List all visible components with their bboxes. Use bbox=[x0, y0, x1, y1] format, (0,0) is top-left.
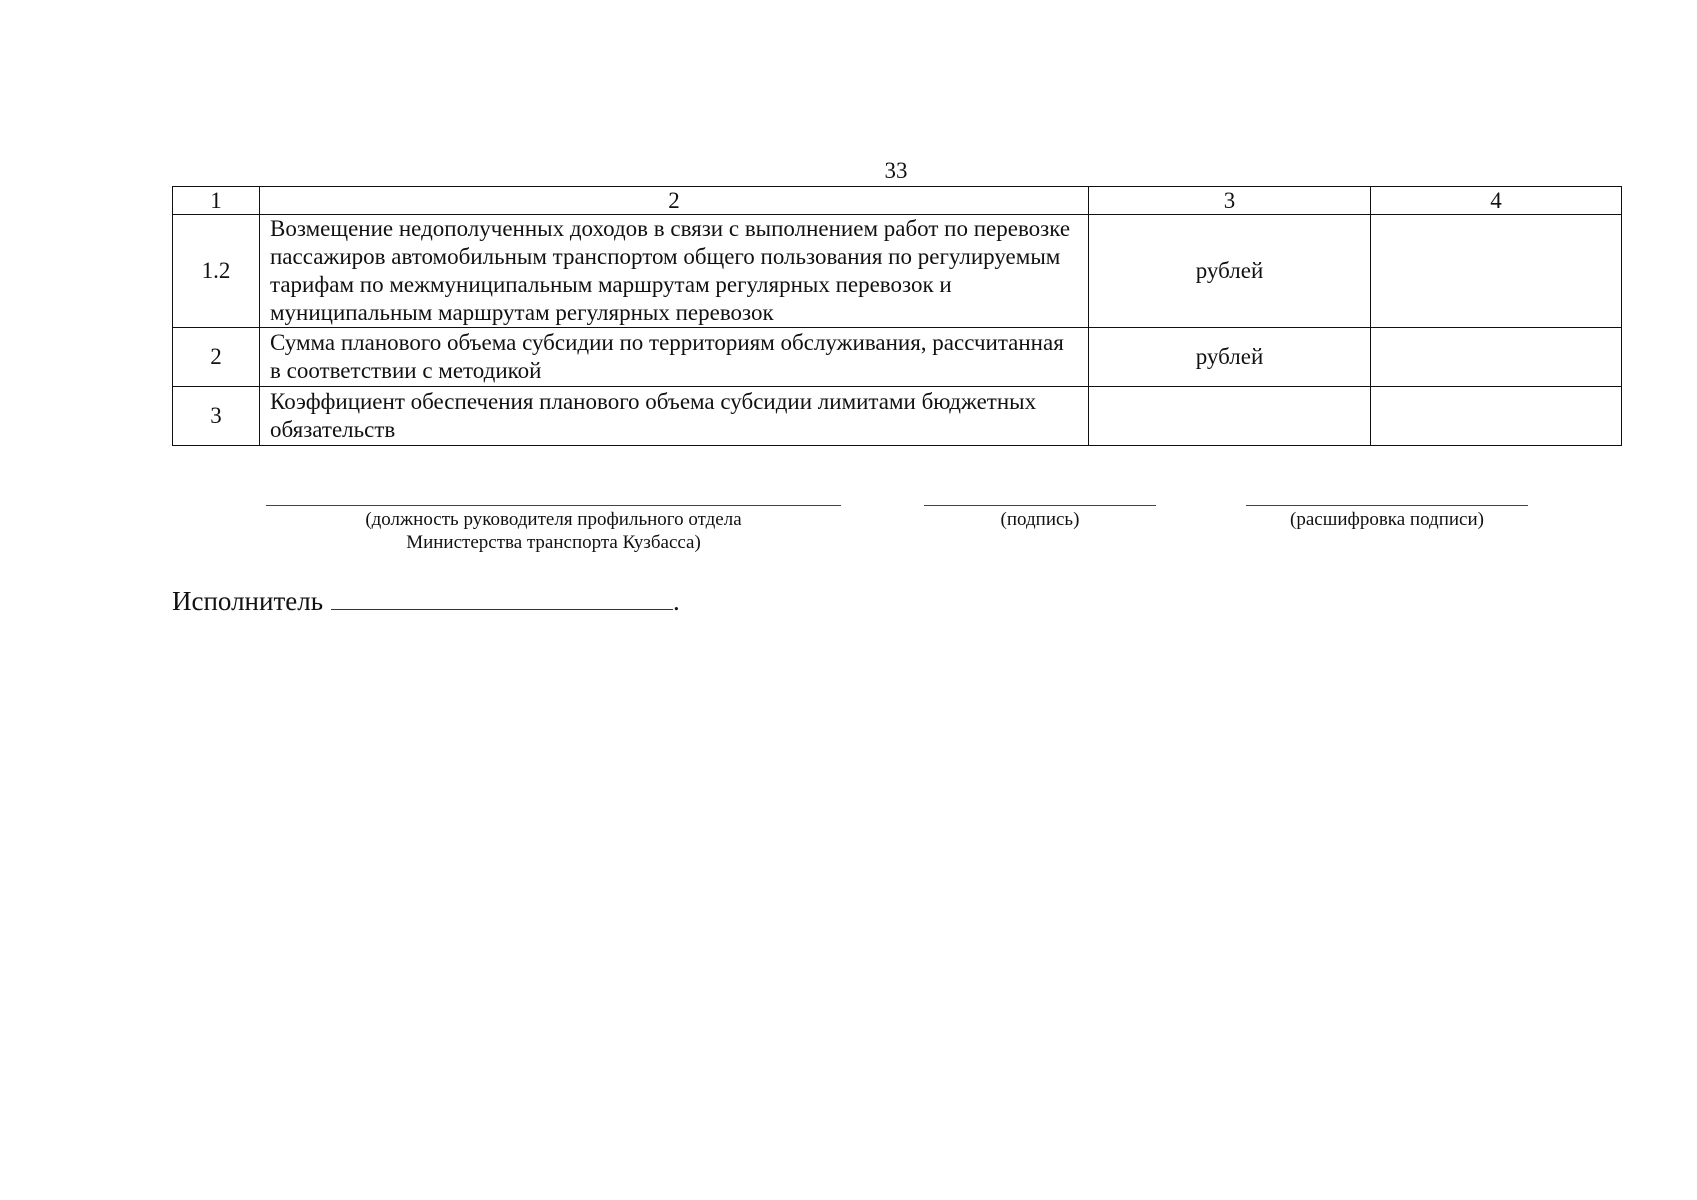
row-description: Сумма планового объема субсидии по территориям обслуживания, рассчитанная в соответствии с методикой bbox=[260, 328, 1089, 387]
table-header-row bbox=[173, 187, 1622, 215]
row-value bbox=[1371, 328, 1622, 387]
signature-decode-block bbox=[1246, 505, 1528, 531]
position-line bbox=[266, 505, 841, 506]
signature-block bbox=[924, 505, 1156, 531]
row-unit bbox=[1089, 387, 1371, 446]
position-signature-block bbox=[266, 505, 841, 554]
column-header: 3 bbox=[1089, 187, 1371, 215]
executor-blank-line bbox=[331, 583, 673, 610]
signature-line bbox=[924, 505, 1156, 506]
executor-field bbox=[172, 583, 680, 618]
executor-label: Исполнитель bbox=[172, 586, 324, 616]
row-number: 1.2 bbox=[173, 215, 260, 328]
row-number: 3 bbox=[173, 387, 260, 446]
decode-line bbox=[1246, 505, 1528, 506]
position-caption-line1: (должность руководителя профильного отдела bbox=[365, 509, 742, 530]
column-header: 2 bbox=[260, 187, 1089, 215]
row-description: Возмещение недополученных доходов в связи с выполнением работ по перевозке пассажиров автомобильным транспортом общего пользования по регулируемым тарифам по межмуниципальным маршрутам регулярных перевозок и муниципальным маршрутам регулярных перевозок bbox=[260, 215, 1089, 328]
row-unit: рублей bbox=[1089, 215, 1371, 328]
table-row bbox=[173, 215, 1622, 328]
column-header: 4 bbox=[1371, 187, 1622, 215]
row-value bbox=[1371, 387, 1622, 446]
row-number: 2 bbox=[173, 328, 260, 387]
row-unit: рублей bbox=[1089, 328, 1371, 387]
row-description: Коэффициент обеспечения планового объема субсидии лимитами бюджетных обязательств bbox=[260, 387, 1089, 446]
signature-caption: (подпись) bbox=[1000, 509, 1080, 530]
page-number: 33 bbox=[884, 158, 908, 183]
position-caption-line2: Министерства транспорта Кузбасса) bbox=[406, 532, 701, 553]
executor-suffix: . bbox=[673, 586, 680, 616]
row-value bbox=[1371, 215, 1622, 328]
column-header: 1 bbox=[173, 187, 260, 215]
data-table bbox=[172, 186, 1622, 446]
table-row bbox=[173, 387, 1622, 446]
decode-caption: (расшифровка подписи) bbox=[1290, 509, 1484, 530]
table-row bbox=[173, 328, 1622, 387]
